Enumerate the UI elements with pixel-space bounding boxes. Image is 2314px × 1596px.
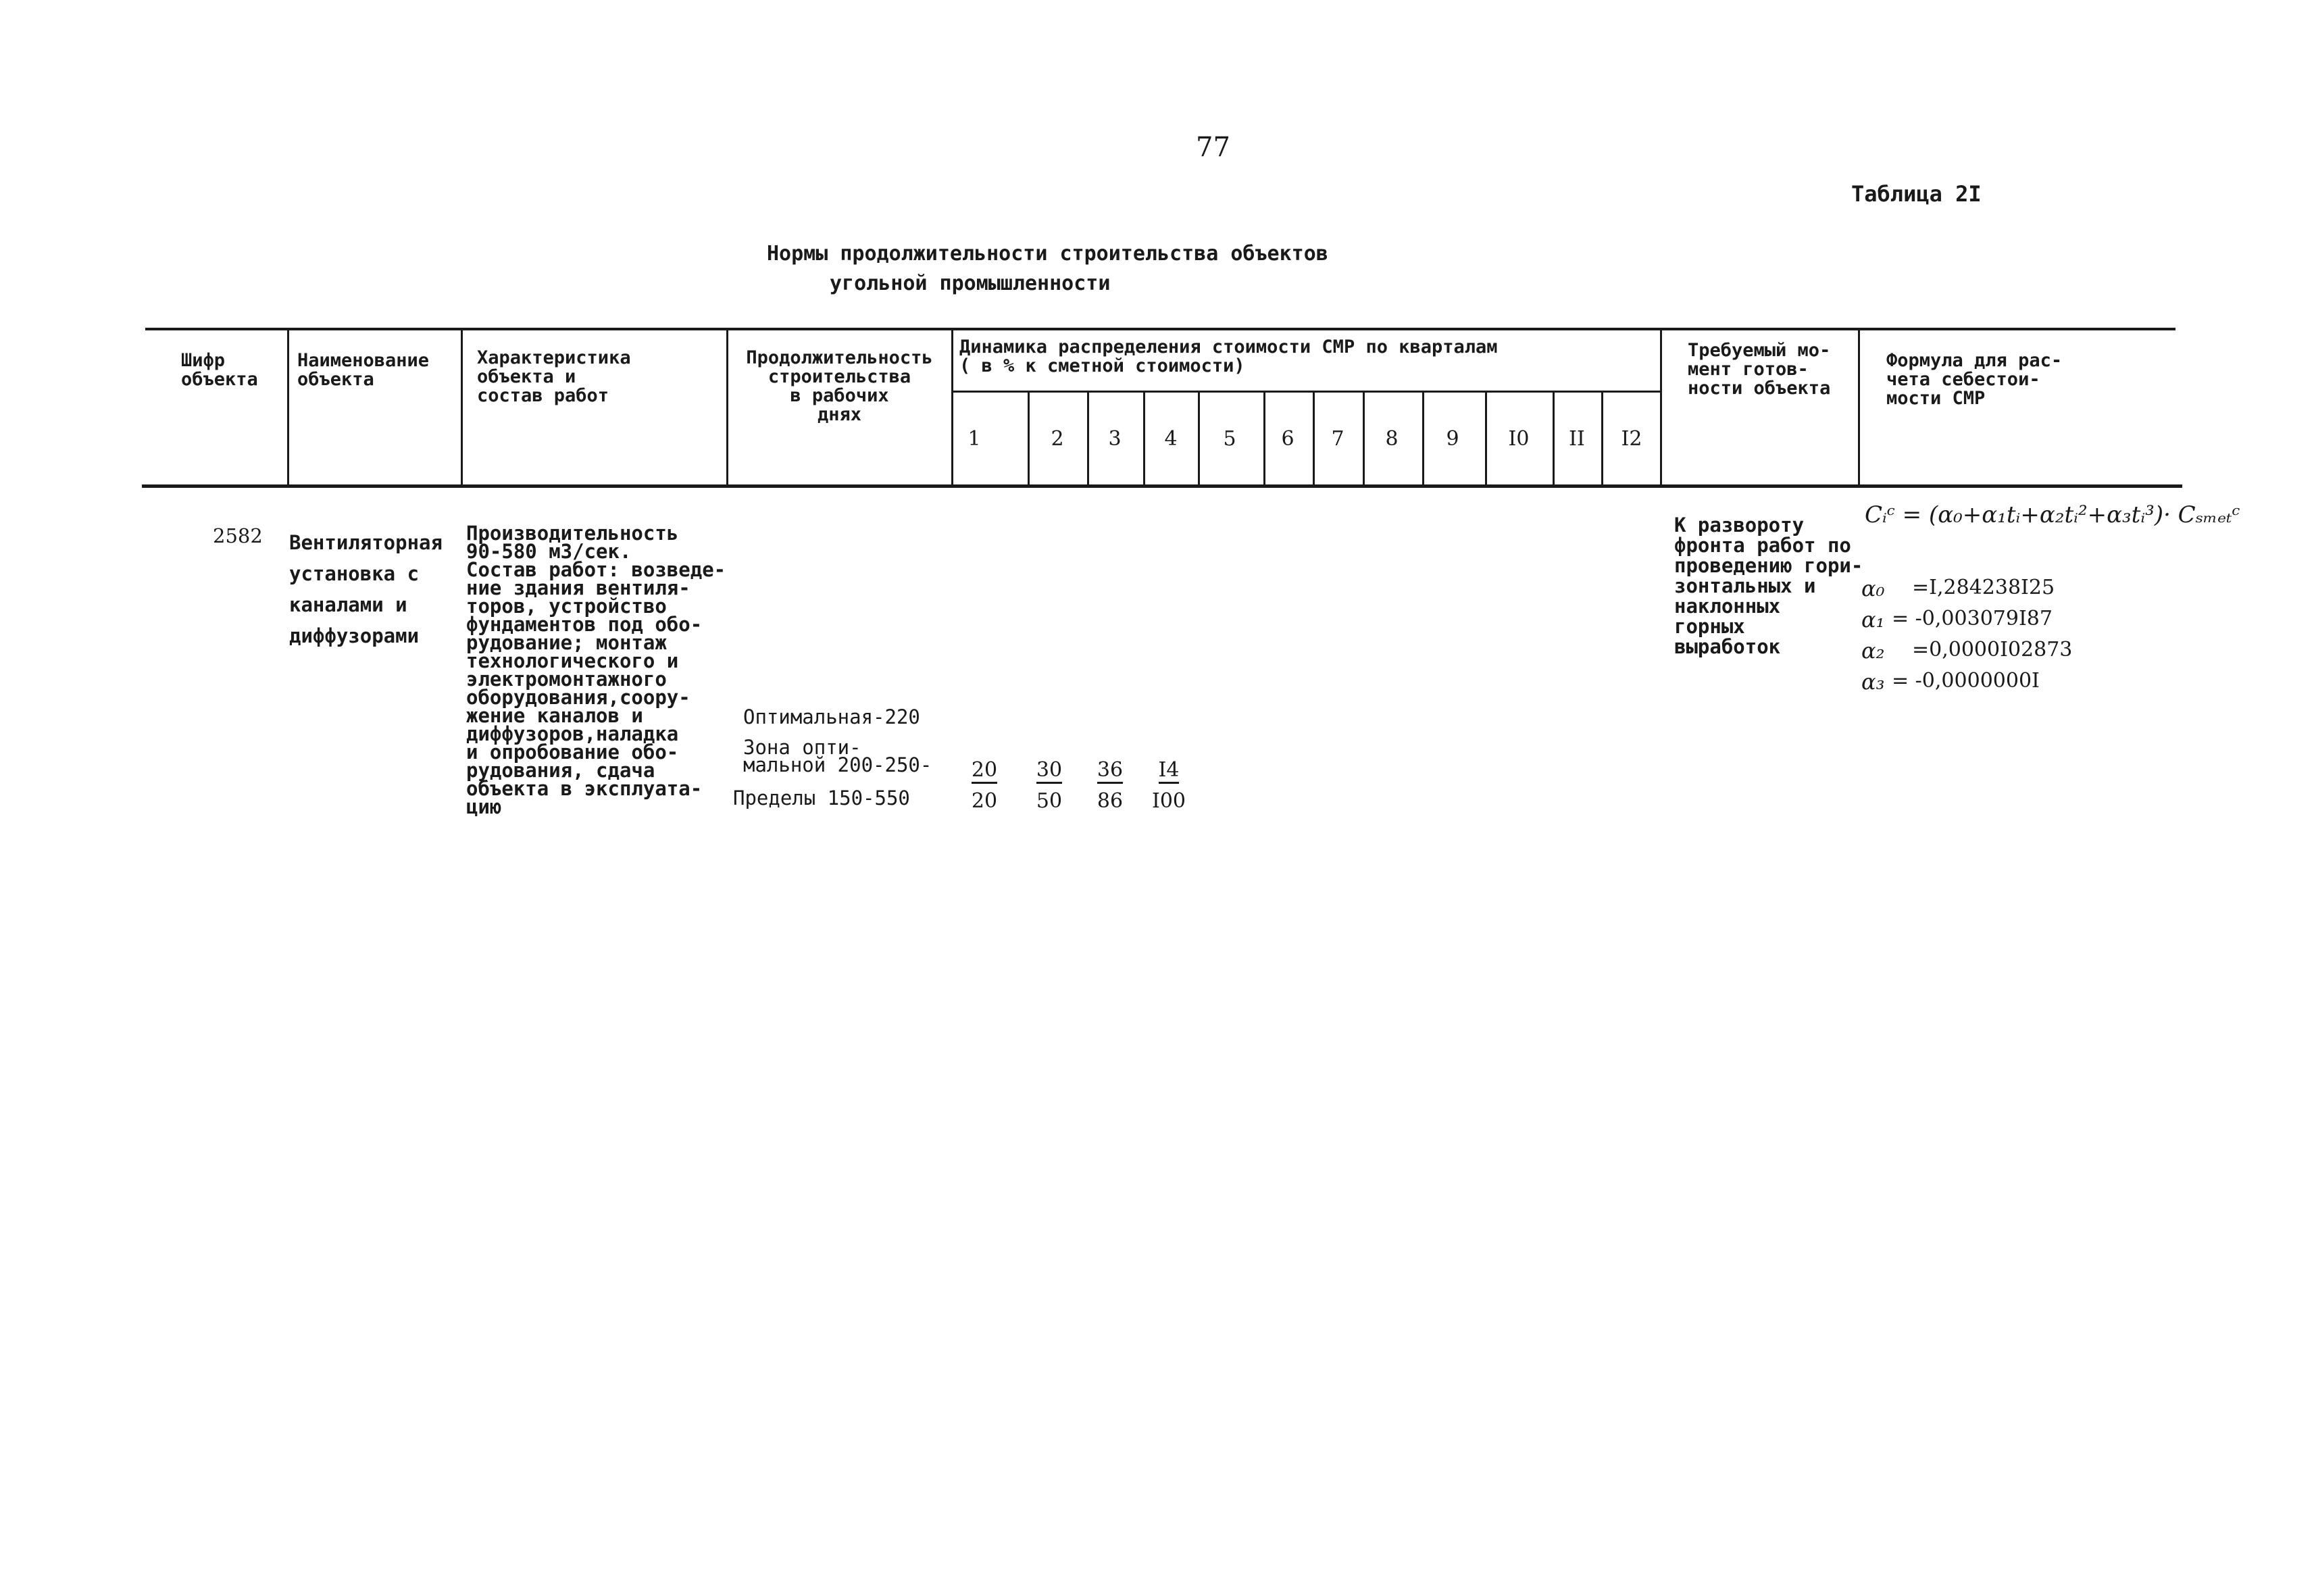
quarter-11: II <box>1569 427 1585 451</box>
quarter-5: 5 <box>1223 427 1236 451</box>
quarter-col-line <box>1198 392 1200 486</box>
quarters-divider-rule <box>953 391 1662 393</box>
zone-value-q3: 36 <box>1086 758 1134 782</box>
quarter-10: I0 <box>1508 427 1530 451</box>
quarter-4: 4 <box>1164 427 1178 451</box>
row-duration-limits: Пределы 150-550 <box>733 787 910 809</box>
quarter-col-line <box>1553 392 1555 486</box>
quarter-col-line <box>1087 392 1089 486</box>
row-formula: Cᵢᶜ = (α₀+α₁tᵢ+α₂tᵢ²+α₃tᵢ³)· Cₛₘₑₜᶜ <box>1865 501 2240 528</box>
quarter-3: 3 <box>1108 427 1122 451</box>
table-label: Таблица 2I <box>1851 181 1982 207</box>
limit-value-q2: 50 <box>1036 789 1063 813</box>
col-line <box>287 329 289 486</box>
coef-a2-value: =0,0000I02873 <box>1912 638 2073 662</box>
header-formula: Формула для рас- чета себестои- мости СМР <box>1886 350 2063 409</box>
quarter-9: 9 <box>1446 427 1459 451</box>
quarter-col-line <box>1601 392 1603 486</box>
row-name: Вентиляторная установка с каналами и диффузорами <box>289 531 443 647</box>
col-line <box>951 329 953 486</box>
coef-a1-label: α₁ <box>1861 607 1885 632</box>
quarter-1: 1 <box>967 427 981 451</box>
limit-value-q3: 86 <box>1097 789 1124 813</box>
coef-a0-value: =I,284238I25 <box>1912 576 2055 599</box>
zone-value-q2: 30 <box>1026 758 1073 782</box>
header-readiness: Требуемый мо- мент готов- ности объекта <box>1688 340 1831 399</box>
page-number: 77 <box>1196 132 1230 163</box>
header-dynamics: Динамика распределения стоимости СМР по кварталам ( в % к сметной стоимости) <box>959 336 1498 376</box>
header-name: Наименование объекта <box>297 350 430 390</box>
coef-a3-label: α₃ <box>1861 669 1885 695</box>
col-line <box>1858 329 1860 486</box>
quarter-col-line <box>1263 392 1265 486</box>
row-duration-zone: Зона опти- мальной 200-250- <box>743 736 932 776</box>
quarter-col-line <box>1363 392 1365 486</box>
row-code: 2582 <box>213 524 263 547</box>
row-readiness: К развороту фронта работ по проведению гори- зонтальных и наклонных горных выработок <box>1674 514 1863 658</box>
quarter-col-line <box>1485 392 1487 486</box>
quarter-col-line <box>1143 392 1145 486</box>
quarter-12: I2 <box>1621 427 1642 451</box>
limit-value-q4: I00 <box>1151 789 1186 813</box>
header-code: Шифр объекта <box>181 350 258 390</box>
header-duration: Продолжительность строительства в рабочих днях <box>746 347 933 425</box>
quarter-col-line <box>1028 392 1030 486</box>
table-title: Нормы продолжительности строительства объектов <box>767 242 1328 266</box>
quarter-8: 8 <box>1385 427 1399 451</box>
col-line <box>726 329 728 486</box>
limit-value-q1: 20 <box>971 789 998 813</box>
col-line <box>461 329 463 486</box>
table-top-rule <box>145 328 2175 330</box>
quarter-7: 7 <box>1331 427 1344 451</box>
quarter-col-line <box>1313 392 1315 486</box>
header-characteristic: Характеристика объекта и состав работ <box>477 347 631 406</box>
quarter-6: 6 <box>1281 427 1294 451</box>
zone-value-q4: I4 <box>1145 758 1192 782</box>
coef-a2-label: α₂ <box>1861 638 1885 664</box>
table-header-bottom-rule <box>142 484 2182 488</box>
coef-a0-label: α₀ <box>1861 576 1885 601</box>
col-line <box>1660 329 1662 486</box>
table-subtitle: угольной промышленности <box>830 272 1111 295</box>
quarter-col-line <box>1422 392 1424 486</box>
row-duration-optimal: Оптимальная-220 <box>743 705 920 728</box>
row-characteristic: Производительность 90-580 м3/сек. Состав работ: возведе- ние здания вентиля- торов, устройство фундаментов под обо- рудование; монтаж технологического и электромонтажного оборудования,соору- жение каналов и диффузоров,наладка и опробование обо- рудования, сдача объекта в эксплуата- цию <box>466 522 726 818</box>
zone-value-q1: 20 <box>961 758 1008 782</box>
coef-a1-value: = -0,003079I87 <box>1892 607 2053 630</box>
quarter-2: 2 <box>1051 427 1064 451</box>
coef-a3-value: = -0,0000000I <box>1892 669 2040 693</box>
